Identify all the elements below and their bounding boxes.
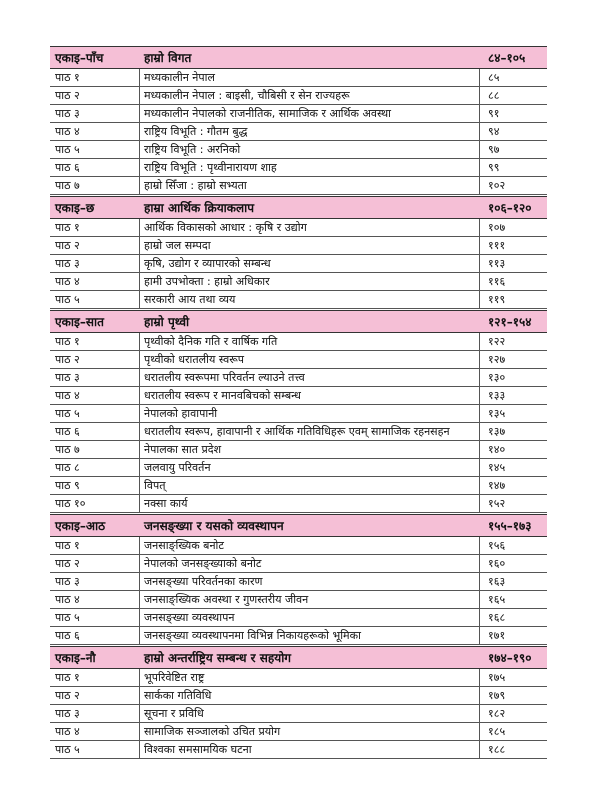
- lesson-title: भूपरिवेष्टित राष्ट्र: [140, 669, 480, 686]
- lesson-no: पाठ १: [50, 669, 140, 686]
- lesson-title: मध्यकालीन नेपाल : बाइसी, चौबिसी र सेन राज्यहरू: [140, 87, 480, 104]
- lesson-page: ९९: [488, 161, 500, 174]
- unit-label: एकाइ–छ: [55, 201, 95, 215]
- lesson-page: ९४: [488, 125, 500, 138]
- lesson-page: ८५: [488, 71, 500, 84]
- lesson-page: १८५: [488, 725, 506, 738]
- lesson-no: पाठ ३: [50, 705, 140, 722]
- lesson-title: सरकारी आय तथा व्यय: [140, 291, 480, 308]
- lesson-no: पाठ ५: [50, 609, 140, 626]
- lesson-title: जनसाङ्ख्यिक बनोट: [140, 537, 480, 554]
- lesson-title: सार्कका गतिविधि: [140, 687, 480, 704]
- unit-label: एकाइ–सात: [55, 315, 104, 329]
- lesson-page: १७१: [488, 629, 506, 642]
- lesson-page: १४५: [488, 461, 506, 474]
- lesson-page: १४०: [488, 443, 506, 456]
- lesson-title: नेपालका सात प्रदेश: [140, 441, 480, 458]
- unit-title: हाम्रो अन्तर्राष्ट्रिय सम्बन्ध र सहयोग: [144, 651, 292, 665]
- lesson-title: कृषि, उद्योग र व्यापारको सम्बन्ध: [140, 255, 480, 272]
- lesson-no: पाठ ४: [50, 591, 140, 608]
- table-row: [50, 369, 547, 387]
- table-row: [50, 609, 547, 627]
- lesson-title: हाम्रो सिँजा : हाम्रो सभ्यता: [140, 177, 480, 194]
- lesson-no: पाठ ५: [50, 741, 140, 758]
- unit-header: [50, 46, 547, 69]
- lesson-no: पाठ ७: [50, 441, 140, 458]
- unit-header: [50, 646, 547, 669]
- lesson-no: पाठ ८: [50, 459, 140, 476]
- lesson-page: १६३: [488, 575, 506, 588]
- lesson-no: पाठ २: [50, 555, 140, 572]
- lesson-page: ११९: [488, 293, 506, 306]
- lesson-no: पाठ ५: [50, 291, 140, 308]
- table-row: [50, 441, 547, 459]
- unit-pages: १५५–१७३: [488, 519, 532, 533]
- unit-title: हाम्रा आर्थिक क्रियाकलाप: [144, 201, 255, 215]
- lesson-title: जनसङ्ख्या परिवर्तनका कारण: [140, 573, 480, 590]
- lesson-page: १४७: [488, 479, 506, 492]
- lesson-no: पाठ ९: [50, 477, 140, 494]
- lesson-title: जनसङ्ख्या व्यवस्थापन: [140, 609, 480, 626]
- table-row: [50, 555, 547, 573]
- lesson-page: ११३: [488, 257, 506, 270]
- unit-pages: ८४–१०५: [488, 51, 526, 65]
- table-row: [50, 591, 547, 609]
- lesson-title: जनसङ्ख्या व्यवस्थापनमा विभिन्न निकायहरूको भूमिका: [140, 627, 480, 644]
- lesson-no: पाठ २: [50, 687, 140, 704]
- lesson-no: पाठ १: [50, 219, 140, 236]
- lesson-no: पाठ ३: [50, 105, 140, 122]
- lesson-no: पाठ ४: [50, 723, 140, 740]
- table-row: [50, 495, 547, 513]
- lesson-no: पाठ १: [50, 537, 140, 554]
- lesson-page: १०२: [488, 179, 506, 192]
- table-row: [50, 237, 547, 255]
- unit-header: [50, 196, 547, 219]
- unit-pages: १२१–१५४: [488, 315, 532, 329]
- unit-pages: १७४–१९०: [488, 651, 532, 665]
- lesson-no: पाठ ६: [50, 423, 140, 440]
- unit-header: [50, 514, 547, 537]
- unit-header: [50, 310, 547, 333]
- lesson-title: पृथ्वीको धरातलीय स्वरूप: [140, 351, 480, 368]
- unit-title: जनसङ्ख्या र यसको व्यवस्थापन: [144, 519, 284, 533]
- table-row: [50, 405, 547, 423]
- lesson-no: पाठ १०: [50, 495, 140, 512]
- lesson-page: १८२: [488, 707, 506, 720]
- unit-pages: १०६–१२०: [488, 201, 532, 215]
- lesson-title: नेपालको जनसङ्ख्याको बनोट: [140, 555, 480, 572]
- table-of-contents: [50, 46, 547, 760]
- lesson-no: पाठ ६: [50, 627, 140, 644]
- lesson-page: ११६: [488, 275, 506, 288]
- lesson-page: १८८: [488, 743, 506, 756]
- lesson-title: जनसाङ्ख्यिक अवस्था र गुणस्तरीय जीवन: [140, 591, 480, 608]
- lesson-page: १६०: [488, 557, 506, 570]
- lesson-title: हाम्रो जल सम्पदा: [140, 237, 480, 254]
- unit-title: हाम्रो पृथ्वी: [144, 315, 190, 329]
- table-row: [50, 69, 547, 87]
- lesson-no: पाठ ४: [50, 387, 140, 404]
- lesson-title: पृथ्वीको दैनिक गति र वार्षिक गति: [140, 333, 480, 350]
- lesson-page: १२२: [488, 335, 506, 348]
- unit-label: एकाइ–नौ: [55, 651, 96, 665]
- unit-title: हाम्रो विगत: [144, 51, 192, 65]
- lesson-title: धरातलीय स्वरूप र मानवबिचको सम्बन्ध: [140, 387, 480, 404]
- table-row: [50, 219, 547, 237]
- table-row: [50, 687, 547, 705]
- lesson-page: १६५: [488, 593, 506, 606]
- lesson-title: राष्ट्रिय विभूति : गौतम बुद्ध: [140, 123, 480, 140]
- lesson-no: पाठ ६: [50, 159, 140, 176]
- table-row: [50, 351, 547, 369]
- table-row: [50, 333, 547, 351]
- lesson-no: पाठ २: [50, 351, 140, 368]
- table-row: [50, 159, 547, 177]
- lesson-title: सूचना र प्रविधि: [140, 705, 480, 722]
- lesson-title: सामाजिक सञ्जालको उचित प्रयोग: [140, 723, 480, 740]
- lesson-title: हामी उपभोक्ता : हाम्रो अधिकार: [140, 273, 480, 290]
- lesson-no: पाठ २: [50, 87, 140, 104]
- table-row: [50, 177, 547, 195]
- lesson-title: जलवायु परिवर्तन: [140, 459, 480, 476]
- lesson-page: १३३: [488, 389, 506, 402]
- lesson-title: नक्सा कार्य: [140, 495, 480, 512]
- lesson-title: राष्ट्रिय विभूति : पृथ्वीनारायण शाह: [140, 159, 480, 176]
- table-row: [50, 423, 547, 441]
- lesson-page: ८८: [488, 89, 500, 102]
- table-row: [50, 627, 547, 645]
- lesson-page: १७५: [488, 671, 506, 684]
- lesson-page: १३५: [488, 407, 506, 420]
- lesson-page: १३०: [488, 371, 506, 384]
- table-row: [50, 141, 547, 159]
- lesson-no: पाठ ७: [50, 177, 140, 194]
- table-row: [50, 705, 547, 723]
- table-row: [50, 123, 547, 141]
- lesson-title: आर्थिक विकासको आधार : कृषि र उद्योग: [140, 219, 480, 236]
- table-row: [50, 105, 547, 123]
- table-row: [50, 273, 547, 291]
- lesson-page: १२७: [488, 353, 506, 366]
- lesson-no: पाठ १: [50, 69, 140, 86]
- lesson-title: धरातलीय स्वरूप, हावापानी र आर्थिक गतिविधिहरू एवम् सामाजिक रहनसहन: [140, 423, 480, 440]
- table-row: [50, 477, 547, 495]
- table-row: [50, 87, 547, 105]
- lesson-page: ९१: [488, 107, 500, 120]
- unit-label: एकाइ–आठ: [55, 519, 106, 533]
- table-row: [50, 669, 547, 687]
- table-row: [50, 741, 547, 759]
- unit-spacer: [50, 759, 547, 760]
- lesson-page: १३७: [488, 425, 506, 438]
- lesson-title: नेपालको हावापानी: [140, 405, 480, 422]
- table-row: [50, 387, 547, 405]
- lesson-page: १५२: [488, 497, 506, 510]
- lesson-page: १११: [488, 239, 506, 252]
- lesson-no: पाठ २: [50, 237, 140, 254]
- lesson-title: मध्यकालीन नेपाल: [140, 69, 480, 86]
- lesson-no: पाठ ३: [50, 255, 140, 272]
- lesson-page: १७९: [488, 689, 506, 702]
- table-row: [50, 723, 547, 741]
- unit-label: एकाइ–पाँच: [55, 51, 104, 65]
- lesson-no: पाठ १: [50, 333, 140, 350]
- lesson-no: पाठ ४: [50, 273, 140, 290]
- table-row: [50, 291, 547, 309]
- lesson-title: विश्वका समसामयिक घटना: [140, 741, 480, 758]
- lesson-no: पाठ ५: [50, 141, 140, 158]
- lesson-no: पाठ ३: [50, 573, 140, 590]
- lesson-title: मध्यकालीन नेपालको राजनीतिक, सामाजिक र आर्थिक अवस्था: [140, 105, 480, 122]
- lesson-title: विपत्: [140, 477, 480, 494]
- table-row: [50, 459, 547, 477]
- table-row: [50, 537, 547, 555]
- lesson-title: राष्ट्रिय विभूति : अरनिको: [140, 141, 480, 158]
- lesson-no: पाठ ५: [50, 405, 140, 422]
- table-row: [50, 573, 547, 591]
- table-row: [50, 255, 547, 273]
- lesson-page: ९७: [488, 143, 500, 156]
- lesson-no: पाठ ४: [50, 123, 140, 140]
- lesson-title: धरातलीय स्वरूपमा परिवर्तन ल्याउने तत्त्व: [140, 369, 480, 386]
- lesson-page: १५६: [488, 539, 506, 552]
- lesson-no: पाठ ३: [50, 369, 140, 386]
- lesson-page: १०७: [488, 221, 506, 234]
- lesson-page: १६८: [488, 611, 506, 624]
